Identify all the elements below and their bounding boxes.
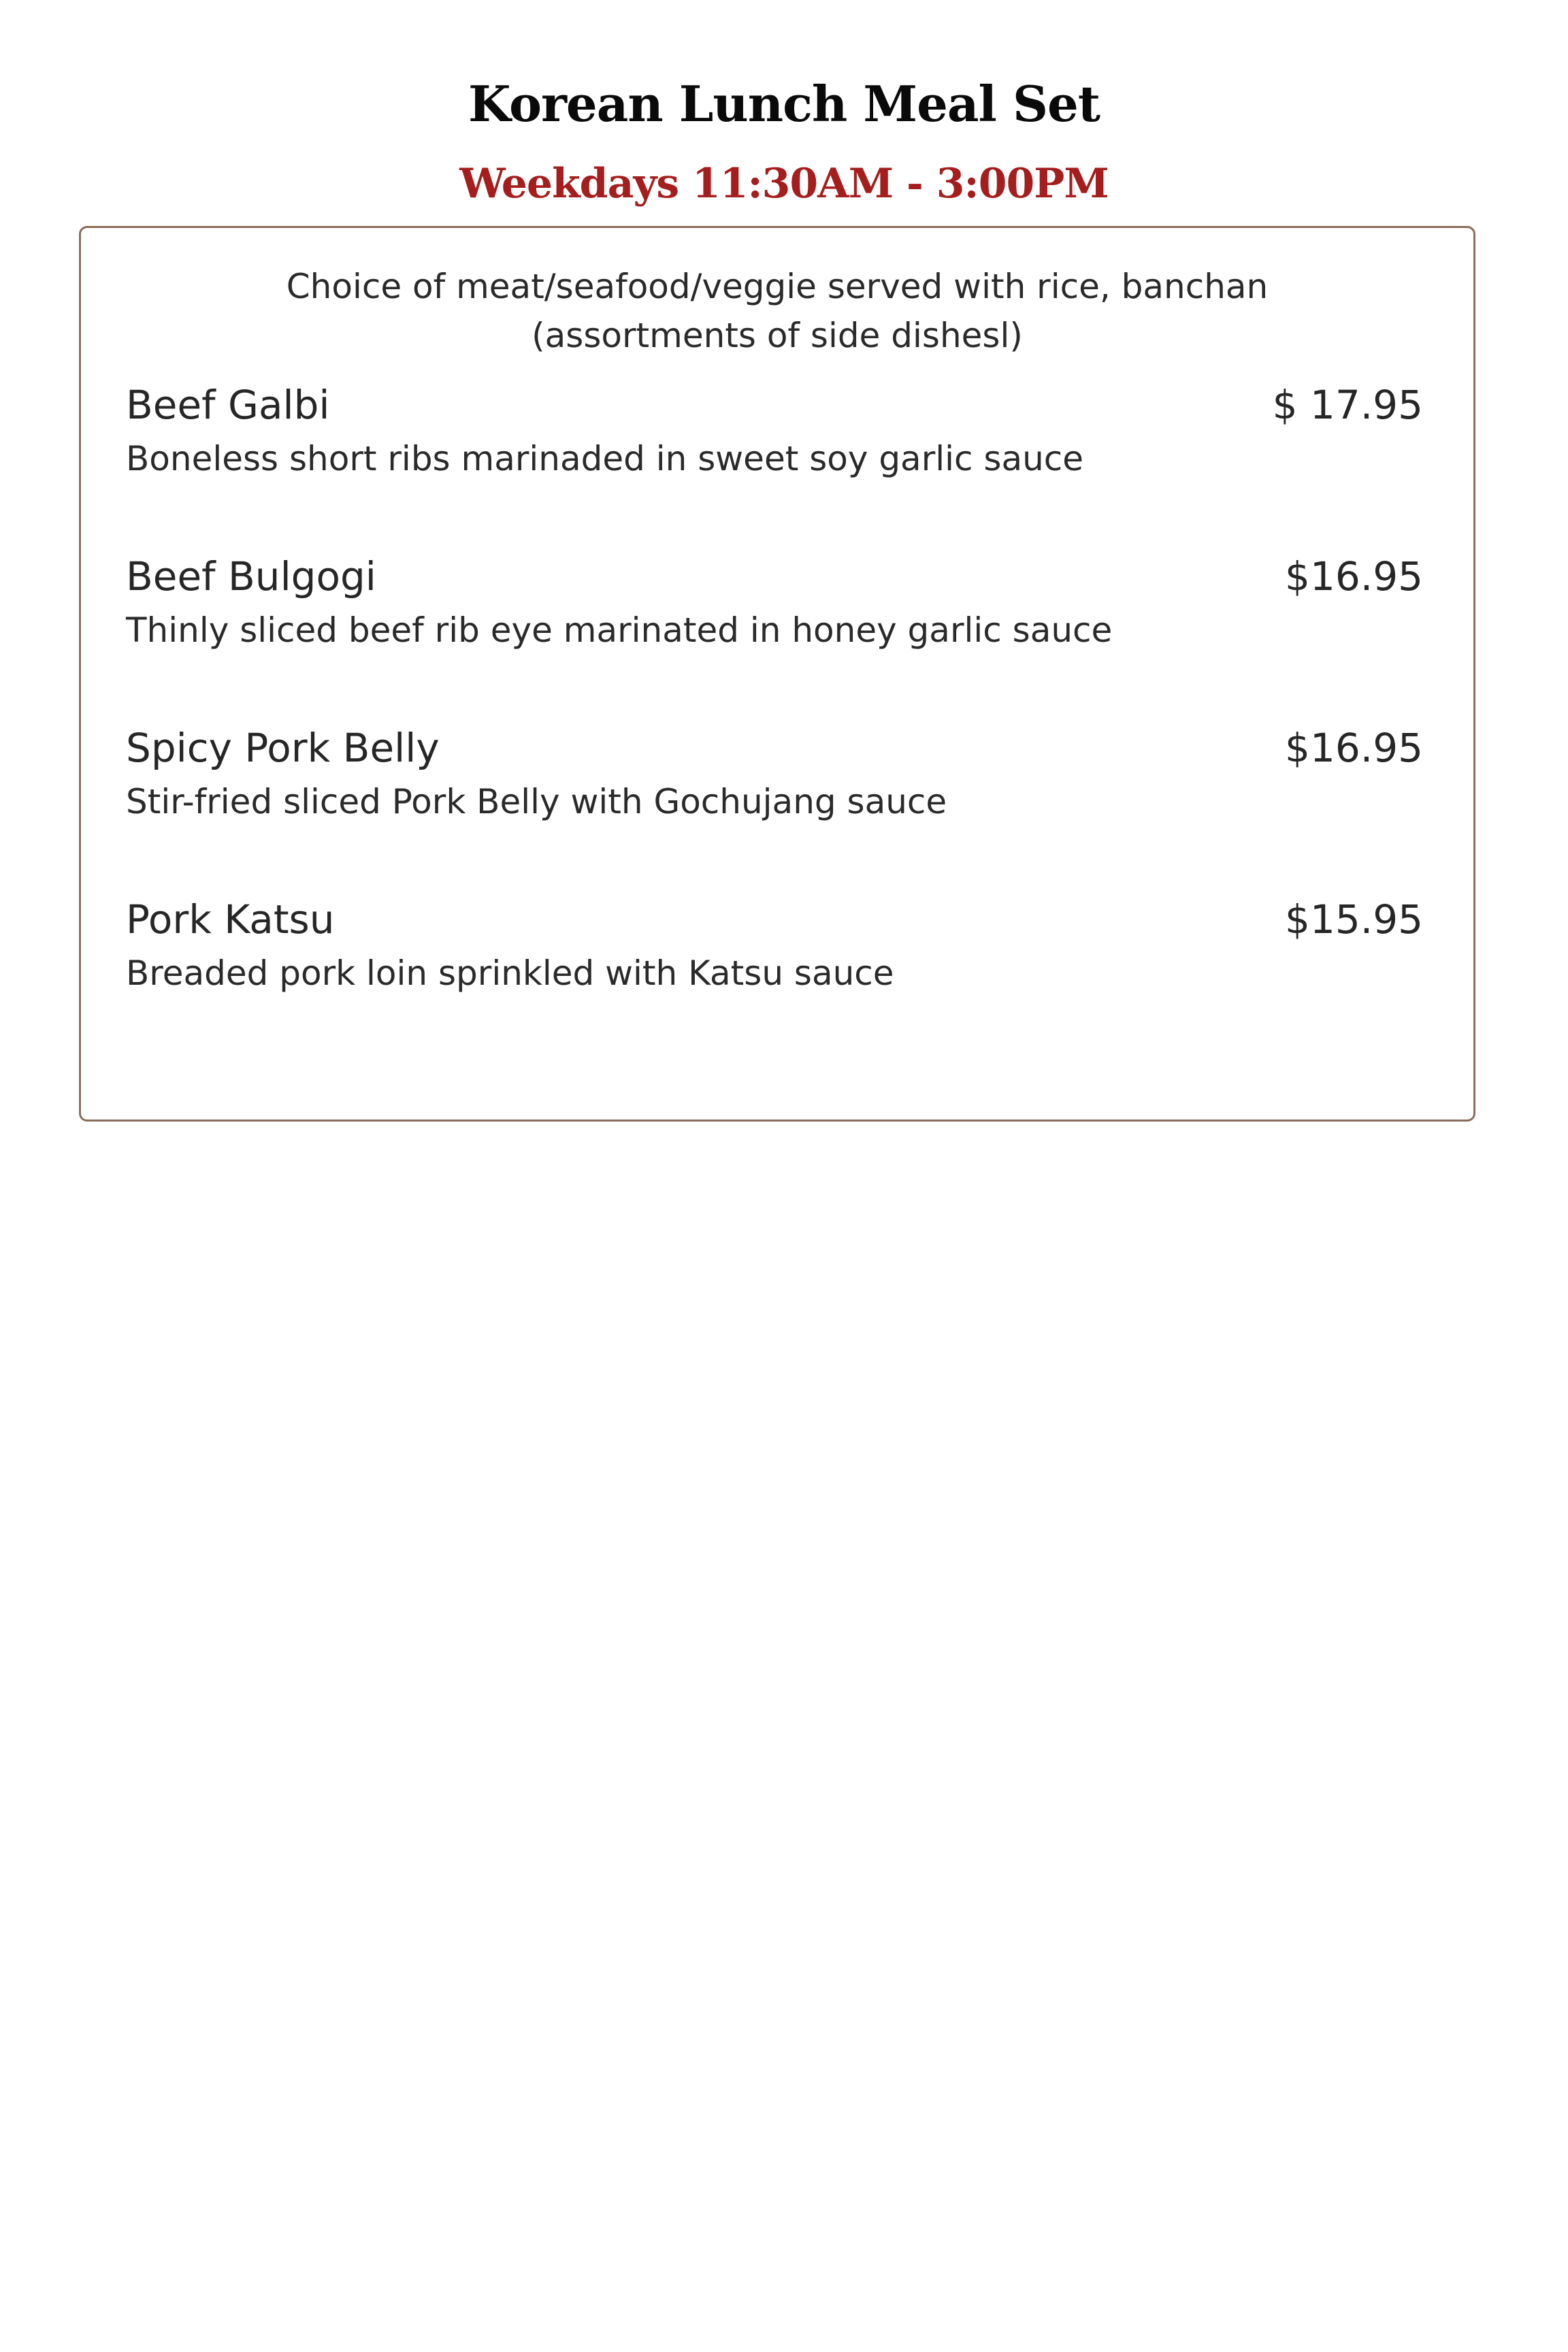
- menu-intro-line-2: (assortments of side dishesl): [532, 316, 1023, 355]
- menu-intro-line-1: Choice of meat/seafood/veggie served with rice, banchan: [286, 267, 1269, 306]
- menu-item-price: $16.95: [1285, 553, 1423, 600]
- menu-item: [126, 378, 1423, 514]
- page-title: Korean Lunch Meal Set: [468, 75, 1100, 133]
- menu-item-description: Thinly sliced beef rib eye marinated in honey garlic sauce: [126, 610, 1113, 650]
- menu-item-name: Beef Bulgogi: [126, 553, 376, 600]
- menu-item-description: Breaded pork loin sprinkled with Katsu sauce: [126, 953, 894, 993]
- menu-box: [79, 226, 1475, 1122]
- menu-item-name: Beef Galbi: [126, 382, 330, 428]
- menu-intro: [81, 262, 1473, 360]
- menu-item: [126, 549, 1423, 685]
- menu-item-name: Pork Katsu: [126, 896, 335, 943]
- menu-item-price: $ 17.95: [1272, 382, 1423, 428]
- menu-item-price: $15.95: [1285, 896, 1423, 943]
- lunch-hours: Weekdays 11:30AM - 3:00PM: [459, 159, 1109, 208]
- menu-item-description: Stir-fried sliced Pork Belly with Gochujang sauce: [126, 782, 947, 821]
- menu-item: [126, 892, 1423, 1028]
- menu-item-name: Spicy Pork Belly: [126, 725, 440, 771]
- menu-item: [126, 721, 1423, 857]
- menu-item-description: Boneless short ribs marinaded in sweet soy garlic sauce: [126, 439, 1084, 478]
- menu-item-price: $16.95: [1285, 725, 1423, 771]
